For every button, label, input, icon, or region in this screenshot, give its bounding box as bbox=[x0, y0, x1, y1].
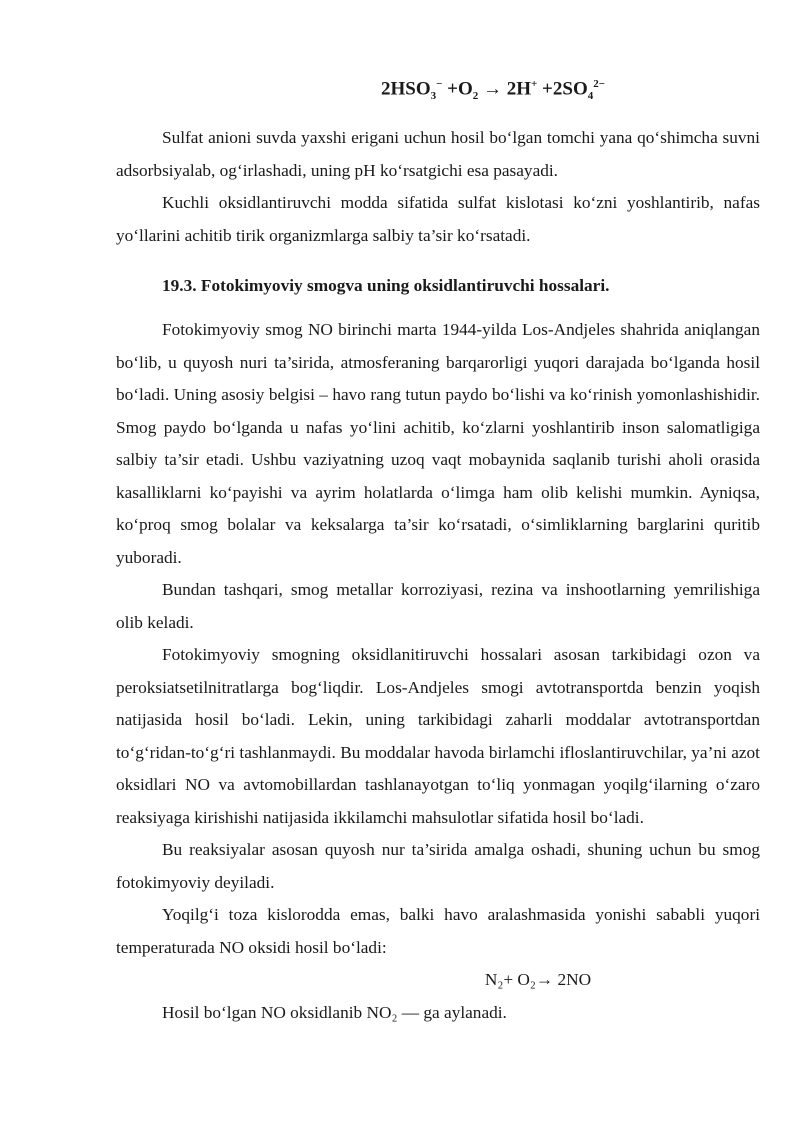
formula-part: +2SO bbox=[537, 78, 588, 100]
equation-nitrogen-oxidation: N₂+ O₂→ 2NO bbox=[484, 970, 592, 990]
paragraph: Fotokimyoviy smogning oksidlanitiruvchi hossalari asosan tarkibidagi ozon va peroksiatsetilnitratlarga bog‘liqdir. Los-Andjeles smogi avtotransportda benzin yoqish natijasida hosil bo‘ladi. Lekin, uning tarkibidagi zaharli moddalar avtotransportdan to‘g‘ridan-to‘g‘ri tashlanmaydi. Bu moddalar havoda birlamchi ifloslantiruvchilar, ya’ni azot oksidlari NO va avtomobillardan tashlanayotgan to‘liq yonmagan yoqilg‘ilarning o‘zaro reaksiyaga kirishishi natijasida ikkilamchi mahsulotlar sifatida hosil bo‘ladi. bbox=[116, 645, 760, 827]
paragraph: Bundan tashqari, smog metallar korroziyasi, rezina va inshootlarning yemrilishiga olib keladi. bbox=[116, 580, 760, 632]
formula-superscript: + bbox=[531, 78, 538, 90]
paragraph: Yoqilg‘i toza kislorodda emas, balki havo aralashmasida yonishi sababli yuqori temperaturada NO oksidi hosil bo‘ladi: bbox=[116, 905, 760, 957]
paragraph: Hosil bo‘lgan NO oksidlanib NO₂ — ga aylanadi. bbox=[162, 1002, 507, 1022]
formula-superscript: − bbox=[436, 78, 443, 90]
formula-subscript: 2 bbox=[472, 90, 479, 103]
equation-bisulfite-oxidation bbox=[116, 72, 760, 108]
section-heading: 19.3. Fotokimyoviy smogva uning oksidlantiruvchi hossalari. bbox=[162, 276, 610, 296]
formula-part: 2HSO bbox=[380, 78, 431, 100]
paragraph: Kuchli oksidlantiruvchi modda sifatida sulfat kislotasi ko‘zni yoshlantirib, nafas yo‘llarini achitib tirik organizmlarga salbiy ta’sir ko‘rsatadi. bbox=[116, 193, 760, 245]
formula-superscript: 2− bbox=[593, 78, 606, 90]
paragraph: Sulfat anioni suvda yaxshi erigani uchun hosil bo‘lgan tomchi yana qo‘shimcha suvni adsorbsiyalab, og‘irlashadi, uning pH ko‘rsatgichi esa pasayadi. bbox=[116, 128, 760, 180]
formula-part: → 2H bbox=[478, 78, 532, 100]
formula-subscript: 4 bbox=[587, 90, 594, 103]
paragraph: Bu reaksiyalar asosan quyosh nur ta’sirida amalga oshadi, shuning uchun bu smog fotokimyoviy deyiladi. bbox=[116, 840, 760, 892]
formula-part: +O bbox=[442, 78, 473, 100]
formula-subscript: 3 bbox=[430, 90, 437, 103]
paragraph: Fotokimyoviy smog NO birinchi marta 1944-yilda Los-Andjeles shahrida aniqlangan bo‘lib, u quyosh nuri ta’sirida, atmosferaning barqarorligi yuqori darajada bo‘lganda hosil bo‘ladi. Uning asosiy belgisi – havo rang tutun paydo bo‘lishi va ko‘rinish yomonlashishidir. Smog paydo bo‘lganda u nafas yo‘lini achitib, ko‘zlarni yoshlantirib inson salomatligiga salbiy ta’sir etadi. Ushbu vaziyatning uzoq vaqt mobaynida saqlanib turishi aholi orasida kasalliklarni ko‘payishi va ayrim holatlarda o‘limga ham olib kelishi mumkin. Ayniqsa, ko‘proq smog bolalar va keksalarga ta’sir ko‘rsatadi, o‘simliklarning barglarini quritib yuboradi. bbox=[116, 320, 760, 567]
